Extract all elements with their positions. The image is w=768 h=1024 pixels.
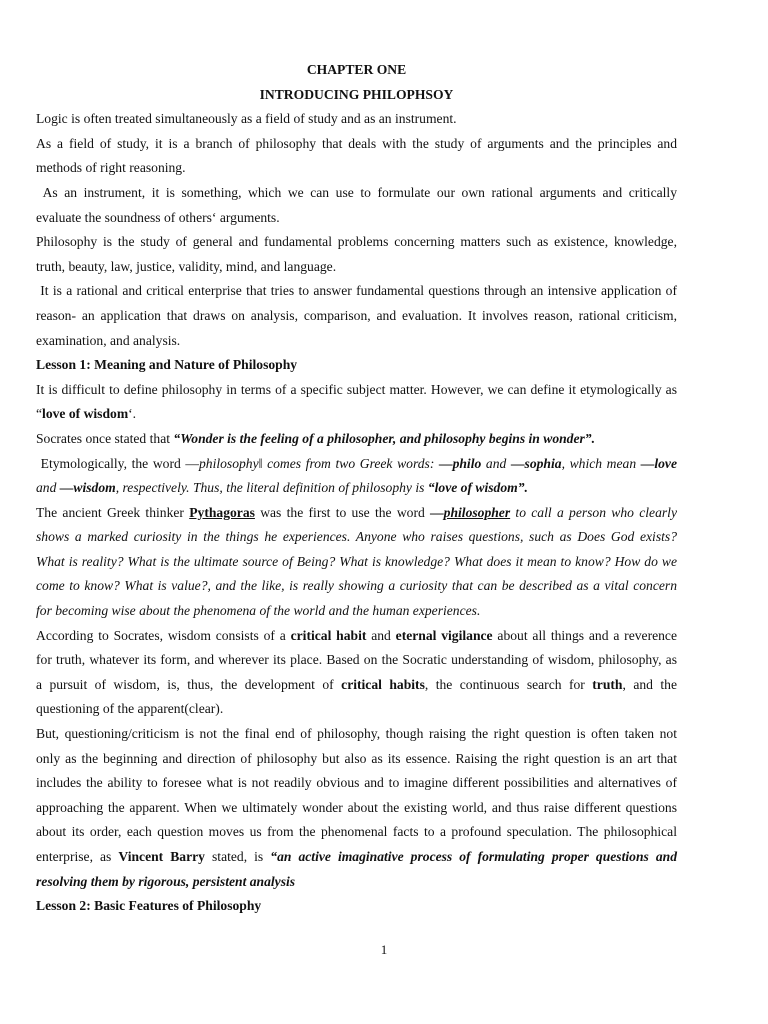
text-span: “: [36, 406, 43, 422]
quote: “Wonder is the feeling of a philosopher, and philosophy begins in wonder”.: [173, 430, 595, 446]
text-line: Philosophy is the study of general and fundamental problems concerning matters such as existence, knowledge,: [36, 234, 677, 250]
text-line: As an instrument, it is something, which we can use to formulate our own rational arguments and critically: [36, 184, 677, 200]
text-line: evaluate the soundness of others‘ arguments.: [36, 209, 280, 225]
text-line: It is a rational and critical enterprise that tries to answer fundamental questions through an intensive application of: [36, 283, 677, 299]
text-span: and: [366, 627, 396, 643]
text-line: resolving them by rigorous, persistent analysis: [36, 873, 296, 889]
emphasis: love of wisdom: [42, 406, 129, 422]
text-line: questioning of the apparent(clear).: [36, 701, 224, 717]
emphasis: philosopher: [443, 504, 511, 520]
text-span: Etymologically, the word: [36, 455, 186, 471]
text-line: only as the beginning and direction of philosophy but also as its essence. Raising the right question is an art that: [36, 750, 677, 766]
text-span: , the continuous search for: [424, 676, 593, 692]
text-span: , and the: [622, 676, 677, 692]
text-line: approaching the apparent. When we ultimately wonder about the existing world, and thus raise different questions: [36, 799, 677, 815]
emphasis: ―: [430, 504, 444, 520]
text-span: enterprise, as: [36, 849, 119, 864]
text-line: shows a marked curiosity in the things he experiences. Anyone who raises questions, such as Does God exists?: [36, 529, 677, 545]
document-page: [36, 58, 677, 919]
text-line: examination, and analysis.: [36, 332, 181, 348]
text-line: As a field of study, it is a branch of philosophy that deals with the study of arguments and the principles and: [36, 135, 677, 151]
text-line: But, questioning/criticism is not the final end of philosophy, though raising the right question is often taken not: [36, 726, 677, 742]
text-span: about all things and a reverence: [492, 627, 677, 643]
text-line: reason- an application that draws on analysis, comparison, and evaluation. It involves reason, rational criticism,: [36, 307, 677, 323]
emphasis: critical habits: [341, 676, 425, 692]
text-span: According to Socrates, wisdom consists of a: [36, 627, 291, 643]
text-span: , respectively. Thus, the literal definition of philosophy is: [115, 480, 428, 496]
text-span: ―philosophy‖ comes from two Greek words:: [185, 455, 439, 471]
chapter-title: INTRODUCING PHILOPHSOY: [259, 86, 454, 102]
text-line: come to know? What is value?, and the like, is really showing a curiosity that can be described as a vital concern: [36, 578, 677, 594]
lesson-heading: Lesson 2: Basic Features of Philosophy: [36, 898, 262, 914]
emphasis: Pythagoras: [189, 504, 255, 520]
text-line: Logic is often treated simultaneously as a field of study and as an instrument.: [36, 111, 457, 127]
emphasis: “love of wisdom”.: [427, 480, 528, 496]
text-span: to call a person who clearly: [510, 504, 677, 520]
text-line: [36, 624, 677, 649]
text-line: for truth, whatever its form, and wherever its place. Based on the Socratic understanding of wisdom, philosophy, as: [36, 652, 677, 668]
text-line: for becoming wise about the phenomena of the world and the human experiences.: [36, 603, 481, 619]
text-span: and: [36, 480, 60, 496]
text-span: , which mean: [561, 455, 641, 471]
lesson-heading: Lesson 1: Meaning and Nature of Philosophy: [36, 357, 298, 373]
text-span: a pursuit of wisdom, is, thus, the development of: [36, 676, 342, 692]
text-line: [36, 402, 677, 427]
chapter-label: CHAPTER ONE: [306, 62, 407, 77]
text-span: and: [481, 455, 511, 471]
emphasis: ―philo: [438, 455, 482, 471]
text-span: was the first to use the word: [254, 504, 431, 520]
emphasis: ―wisdom: [59, 480, 116, 496]
emphasis: eternal vigilance: [395, 627, 493, 643]
text-span: ‘.: [128, 406, 137, 422]
page-number: 1: [380, 942, 388, 957]
text-line: It is difficult to define philosophy in terms of a specific subject matter. However, we can define it etymologically as: [36, 381, 677, 397]
text-line: [36, 501, 677, 526]
text-line: [36, 476, 677, 501]
emphasis: critical habit: [290, 627, 367, 643]
text-line: [36, 845, 677, 870]
text-line: includes the ability to foresee what is not readily obvious and to imagine different possibilities and alternatives of: [36, 775, 677, 791]
quote: “an active imaginative process of formulating proper questions and: [270, 849, 677, 864]
emphasis: ―sophia: [510, 455, 562, 471]
text-span: Socrates once stated that: [36, 430, 174, 446]
emphasis: ―love: [640, 455, 678, 471]
text-line: truth, beauty, law, justice, validity, mind, and language.: [36, 258, 337, 274]
text-line: [36, 427, 677, 452]
text-line: [36, 452, 677, 477]
text-line: about its order, each question moves us from the phenomenal facts to a profound speculation. The philosophical: [36, 824, 677, 840]
text-span: stated, is: [204, 849, 271, 864]
text-line: What is reality? What is the ultimate source of Being? What is knowledge? What does it mean to know? How do we: [36, 553, 677, 569]
emphasis: Vincent Barry: [118, 849, 205, 864]
emphasis: truth: [592, 676, 623, 692]
text-span: The ancient Greek thinker: [36, 504, 190, 520]
text-line: methods of right reasoning.: [36, 160, 186, 176]
text-line: [36, 673, 677, 698]
